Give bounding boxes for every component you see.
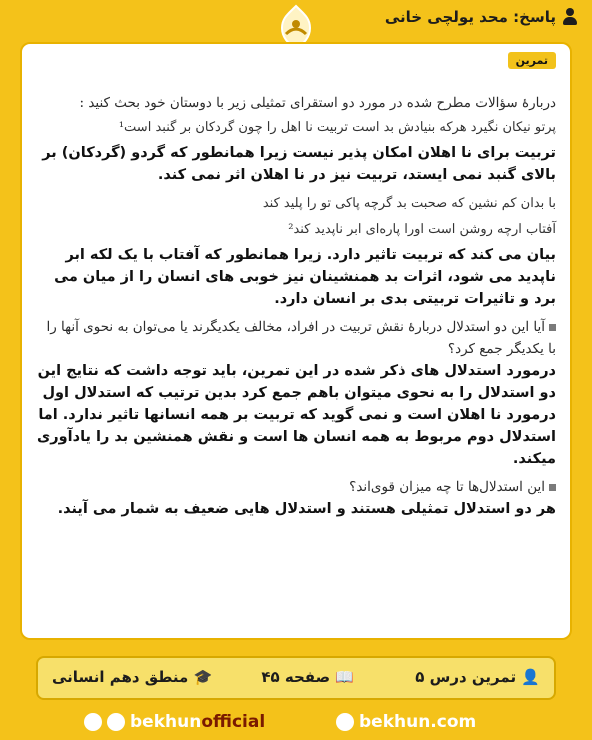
book-label [52, 668, 212, 686]
website-text: bekhun.com [359, 712, 477, 732]
instagram-icon [107, 713, 125, 731]
answer-2: بیان می کند که تربیت تاثیر دارد. زیرا همانطور که آفتاب با یک لکه ابر ناپدید می شود، اثرات بد همنشینان نیز خوبی های انسان را از میان می برد و تاثیرات تربیتی بدی بر انسان دارد. [54, 247, 556, 307]
website-link[interactable] [336, 712, 476, 732]
bullet-icon [549, 484, 556, 491]
telegram-icon [84, 713, 102, 731]
handle-part-a: bekhun [130, 712, 202, 732]
answer-1: تربیت برای نا اهلان امکان پذیر نیست زیرا همانطور که گردو (گردکان) بر بالای گنبد نمی ایستد، تربیت نیز در نا اهلان اثر نمی کند. [42, 145, 556, 183]
content-body [36, 92, 556, 520]
author-label [385, 8, 578, 26]
author-text: پاسخ: محد یولچی خانی [384, 8, 556, 26]
lesson-text: تمرین درس ۵ [415, 668, 517, 686]
top-bar [0, 0, 592, 38]
answer-3: درمورد استدلال های ذکر شده در این تمرین، باید توجه داشت که نتایج این دو استدلال را به نحوی میتوان باهم جمع کرد بدین ترتیب که استدلال اول درمورد نا اهلان است و نمی گوید که تربیت بر همه انسانها تاثیر ندارد. اما استدلال دوم مربوط به همه انسان ها است و نقش همنشین بد را یادآوری میکند. [37, 363, 556, 467]
poem-2-line-2: آفتاب ارچه روشن است اورا پاره‌ای ابر ناپدید کند² [288, 222, 556, 237]
question-3-text: این استدلال‌ها تا چه میزان قوی‌اند؟ [349, 479, 545, 495]
poem-1: پرتو نیکان نگیرد هرکه بنیادش بد است تربیت نا اهل را چون گردکان بر گنبد است¹ [118, 120, 556, 135]
exercise-tag: تمرین [508, 52, 556, 69]
user-icon: 👤 [516, 668, 540, 686]
question-3 [36, 476, 556, 498]
graduation-cap-icon: 🎓 [188, 668, 213, 686]
question-1: دربارهٔ سؤالات مطرح شده در مورد دو استقرای تمثیلی زیر با دوستان خود بحث کنید : [79, 95, 556, 111]
footer-bar [36, 656, 556, 700]
globe-icon [336, 713, 354, 731]
question-2 [36, 316, 556, 360]
book-text: منطق دهم انسانی [52, 668, 189, 686]
poem-2-line-1: با بدان کم نشین که صحبت بد گرچه پاکی تو را پلید کند [262, 196, 556, 211]
handle-part-b: official [201, 712, 266, 732]
page-label [261, 668, 354, 686]
question-2-text: آیا این دو استدلال دربارهٔ نقش تربیت در افراد، مخالف یکدیگرند یا می‌توان به نحوی آنها را با یکدیگر جمع کرد؟ [46, 319, 556, 357]
page-text: صفحه ۴۵ [261, 668, 331, 686]
lesson-label [415, 668, 540, 686]
bullet-icon [549, 324, 556, 331]
book-icon: 📖 [330, 668, 354, 686]
answer-4: هر دو استدلال تمثیلی هستند و استدلال هایی ضعیف به شمار می آیند. [57, 501, 556, 517]
social-handle[interactable] [84, 712, 265, 732]
answer-card [20, 42, 572, 640]
user-icon [562, 8, 578, 26]
